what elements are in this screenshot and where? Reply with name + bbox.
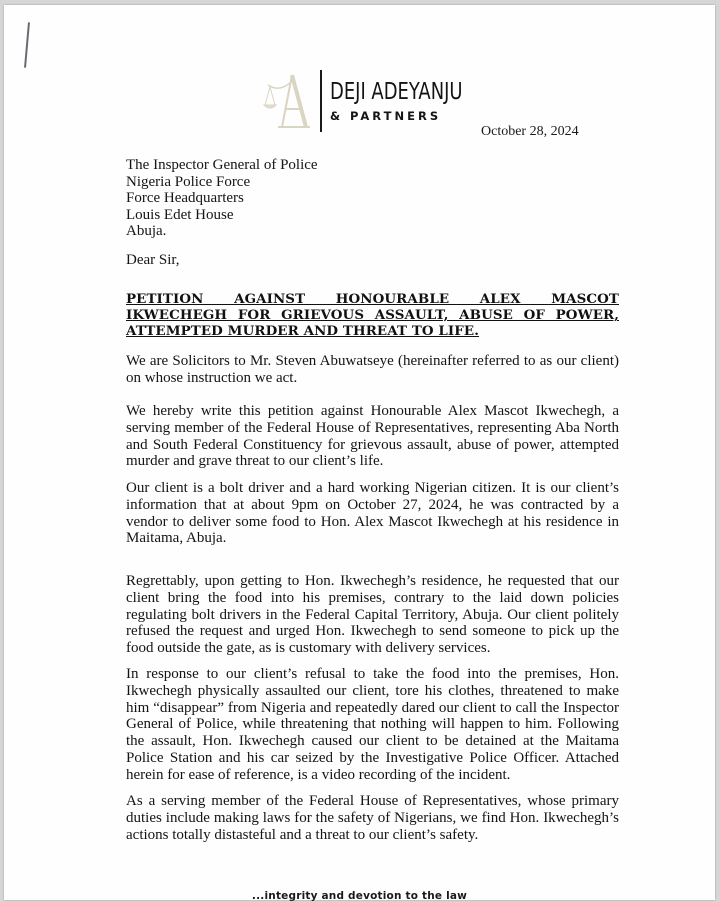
pen-mark bbox=[24, 22, 30, 68]
body-paragraph: We are Solicitors to Mr. Steven Abuwatseye (hereinafter referred to as our client) on whose instruction we act. bbox=[126, 353, 619, 386]
firm-name: DEJI ADEYANJU bbox=[330, 79, 463, 105]
logo-divider bbox=[320, 70, 322, 132]
firm-subtitle: & PARTNERS bbox=[330, 109, 442, 123]
body-paragraph: Our client is a bolt driver and a hard working Nigerian citizen. It is our client’s information that at about 9pm on October 27, 2024, he was contracted by a vendor to deliver some food to Hon. Alex Mascot Ikwechegh at his residence in Maitama, Abuja. bbox=[126, 480, 619, 547]
recipient-address bbox=[126, 157, 318, 240]
body-paragraph: In response to our client’s refusal to take the food into the premises, Hon. Ikwechegh physically assaulted our client, tore his clothes, threatened to make him “disappear” from Nigeria and repeatedly dared our client to call the Inspector General of Police, while threatening that nothing will happen to him. Following the assault, Hon. Ikwechegh caused our client to be detained at the Maitama Police Station and his car seized by the Investigative Police Officer. Attached herein for ease of reference, is a video recording of the incident. bbox=[126, 666, 619, 783]
body-paragraph: Regrettably, upon getting to Hon. Ikwechegh’s residence, he requested that our client bring the food into his premises, contrary to the laid down policies regulating bolt drivers in the Federal Capital Territory, Abuja. Our client politely refused the request and urged Hon. Ikwechegh to send someone to pick up the food outside the gate, as is customary with delivery services. bbox=[126, 573, 619, 657]
body-paragraph: As a serving member of the Federal House of Representatives, whose primary duties include making laws for the safety of Nigerians, we find Hon. Ikwechegh’s actions totally distasteful and a threat to our client’s safety. bbox=[126, 793, 619, 843]
salutation: Dear Sir, bbox=[126, 252, 180, 268]
address-line: Abuja. bbox=[126, 223, 167, 240]
letter-date: October 28, 2024 bbox=[481, 124, 579, 139]
address-line: Force Headquarters bbox=[126, 190, 244, 207]
address-line: Nigeria Police Force bbox=[126, 173, 251, 190]
address-line: The Inspector General of Police bbox=[126, 157, 318, 173]
letterhead-logo bbox=[262, 69, 500, 133]
subject-heading: PETITION AGAINST HONOURABLE ALEX MASCOT IKWECHEGH FOR GRIEVOUS ASSAULT, ABUSE OF POWER, ATTEMPTED MURDER AND THREAT TO LIFE. bbox=[126, 291, 619, 340]
footer-tagline: ...integrity and devotion to the law bbox=[251, 890, 468, 902]
address-line: Louis Edet House bbox=[126, 206, 234, 223]
letter-page bbox=[4, 5, 715, 900]
body-paragraph: We hereby write this petition against Honourable Alex Mascot Ikwechegh, a serving member of the Federal House of Representatives, representing Aba North and South Federal Constituency for grievous assault, abuse of power, attempted murder and grave threat to our client’s life. bbox=[126, 403, 619, 470]
scales-of-justice-icon bbox=[262, 71, 316, 131]
